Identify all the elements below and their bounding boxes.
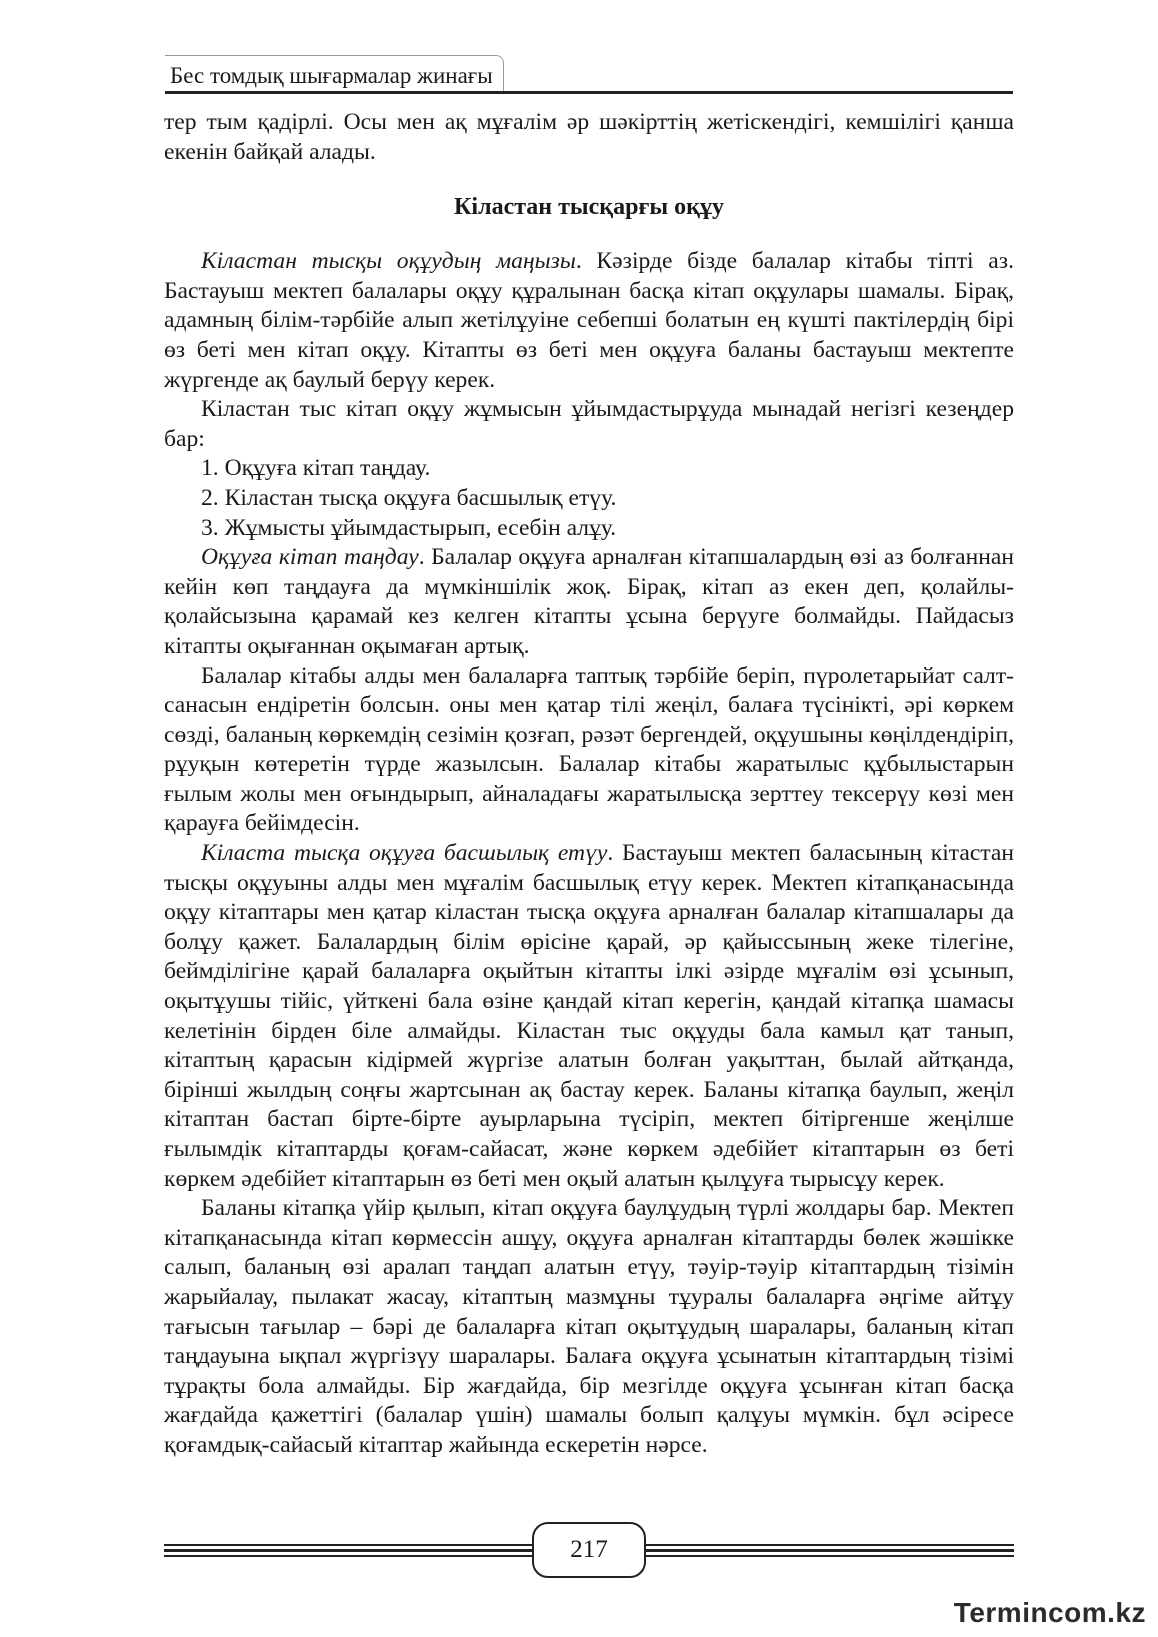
paragraph-1-text: . Кәзірде бізде балалар кітабы тіпті аз. Бастауыш мектеп балалары оқұу құралынан басқа кітап оқұулары шамалы. Бірақ, адамның білім-тәрбійе алып жетілұуіне себепші болатын ең күшті пактілердің бірі өз беті мен кітап оқұу. Кітапты өз беті мен оқұуға баланы бастауыш мектепте жүргенде ақ баулый берүу керек. bbox=[164, 248, 1014, 393]
page-footer bbox=[164, 1518, 1014, 1578]
section-title: Кіластан тысқарғы оқұу bbox=[454, 194, 724, 221]
paragraph-3-text: . Балалар оқұуға арналған кітапшалардың өзі аз болғаннан кейін көп таңдауға да мүмкіншілік жоқ. Бірақ, кітап аз екен деп, қолайлы-қолайсызына қарамай кез келген кітапты ұсына берүуге болмайды. Пайдасыз кітапты оқығаннан оқымаған артық. bbox=[164, 544, 1014, 659]
site-watermark: Termincom.kz bbox=[953, 1597, 1146, 1628]
header-title: Бес томдық шығармалар жинағы bbox=[165, 55, 504, 92]
paragraph-2: Кіластан тыс кітап оқұу жұмысын ұйымдастырұуда мынадай негізгі кезеңдер бар: bbox=[164, 396, 1014, 452]
paragraph-3-lead: Оқұуға кітап таңдау bbox=[201, 544, 419, 571]
paragraph-5-lead: Кіласта тысқа оқұуға басшылық етүу bbox=[201, 840, 608, 867]
paragraph-5-text: . Бастауыш мектеп баласының кітастан тысқы оқұуыны алды мен мұғалім басшылық етүу керек. Мектеп кітапқанасында оқұу кітаптары мен қатар кіластан тысқа оқұуға арналған балалар кітапшалары да болұу қажет. Балалардың білім өрісіне қарай, әр қайыссының жеке тілегіне, беймділігіне қарай балаларға оқыйтын кітапты ілкі әзірде мұғалім өзі ұсынып, оқытұушы тійіс, үйткені бала өзіне қандай кітап керегін, қандай кітапқа шамасы келетінін бірден біле алмайды. Кіластан тыс оқұуды бала камыл қат танып, кітаптың қарасын кідірмей жүргізе алатын болған уақыттан, былай айтқанда, бірінші жылдың соңғы жартсынан ақ бастау керек. Баланы кітапқа баулып, жеңіл кітаптан бастап бірте-бірте ауырларына түсіріп, мектеп бітіргенше жеңілше ғылымдік кітаптарды қоғам-сайасат, және көркем әдебійет кітаптарын өз беті көркем әдебійет кітаптарын өз беті мен оқый алатын қылұуға тырысұу керек. bbox=[164, 840, 1014, 1192]
paragraph-1-lead: Кіластан тысқы оқұудың маңызы bbox=[201, 248, 576, 275]
paragraph-5 bbox=[164, 839, 1014, 1194]
list-item: 3. Жұмысты ұйымдастырып, есебін алұу. bbox=[201, 514, 617, 541]
paragraph-3 bbox=[164, 543, 1014, 661]
page-number: 217 bbox=[532, 1522, 646, 1578]
paragraph-6: Баланы кітапқа үйір қылып, кітап оқұуға баулұудың түрлі жолдары бар. Мектеп кітапқанасында кітап көрмессін ашұу, оқұуға арналған кітаптарды бөлек жәшікке салып, баланың өзі аралап таңдап алатын етүу, тәуір-тәуір кітаптардың тізімін жарыйалау, пылакат жасау, кітаптың мазмұны тұуралы балаларға әңгіме айтұу тағысын тағылар – бәрі де балаларға кітап оқытұудың шаралары, баланың кітап таңдауына ықпал жүргізүу шаралары. Балаға оқұуға ұсынатын кітаптардың тізімі тұрақты бола алмайды. Бір жағдайда, бір мезгілде оқұуға ұсынған кітап басқа жағдайда қажеттігі (балалар үшін) шамалы болып қалұуы мүмкін. бұл әсіресе қоғамдық-сайасый кітаптар жайында ескеретін нәрсе. bbox=[164, 1195, 1014, 1458]
list-item: 2. Кіластан тысқа оқұуға басшылық етүу. bbox=[201, 484, 617, 511]
list-item: 1. Оқұуға кітап таңдау. bbox=[201, 455, 431, 482]
intro-fragment: тер тым қадірлі. Осы мен ақ мұғалім әр шәкірттің жетіскендігі, кемшілігі қанша екенін байқай алады. bbox=[164, 109, 1014, 165]
paragraph-1 bbox=[164, 247, 1014, 395]
header-rule bbox=[165, 91, 1013, 94]
paragraph-4: Балалар кітабы алды мен балаларға таптық тәрбійе беріп, пүролетарыйат салт-санасын ендіретін болсын. оны мен қатар тілі жеңіл, балаға түсінікті, әрі көркем сөзді, баланың көркемдің сезімін қозғап, рәзәт бергендей, оқұушыны көңілдендіріп, рұуқын көтеретін түрде жазылсын. Балалар кітабы жаратылыс құбылыстарын ғылым жолы мен оғындырып, айналадағы жаратылысқа зерттеу тексерүу көзі мен қарауға бейімдесін. bbox=[164, 662, 1014, 837]
page-body bbox=[164, 108, 1014, 1461]
running-header bbox=[165, 55, 1013, 93]
